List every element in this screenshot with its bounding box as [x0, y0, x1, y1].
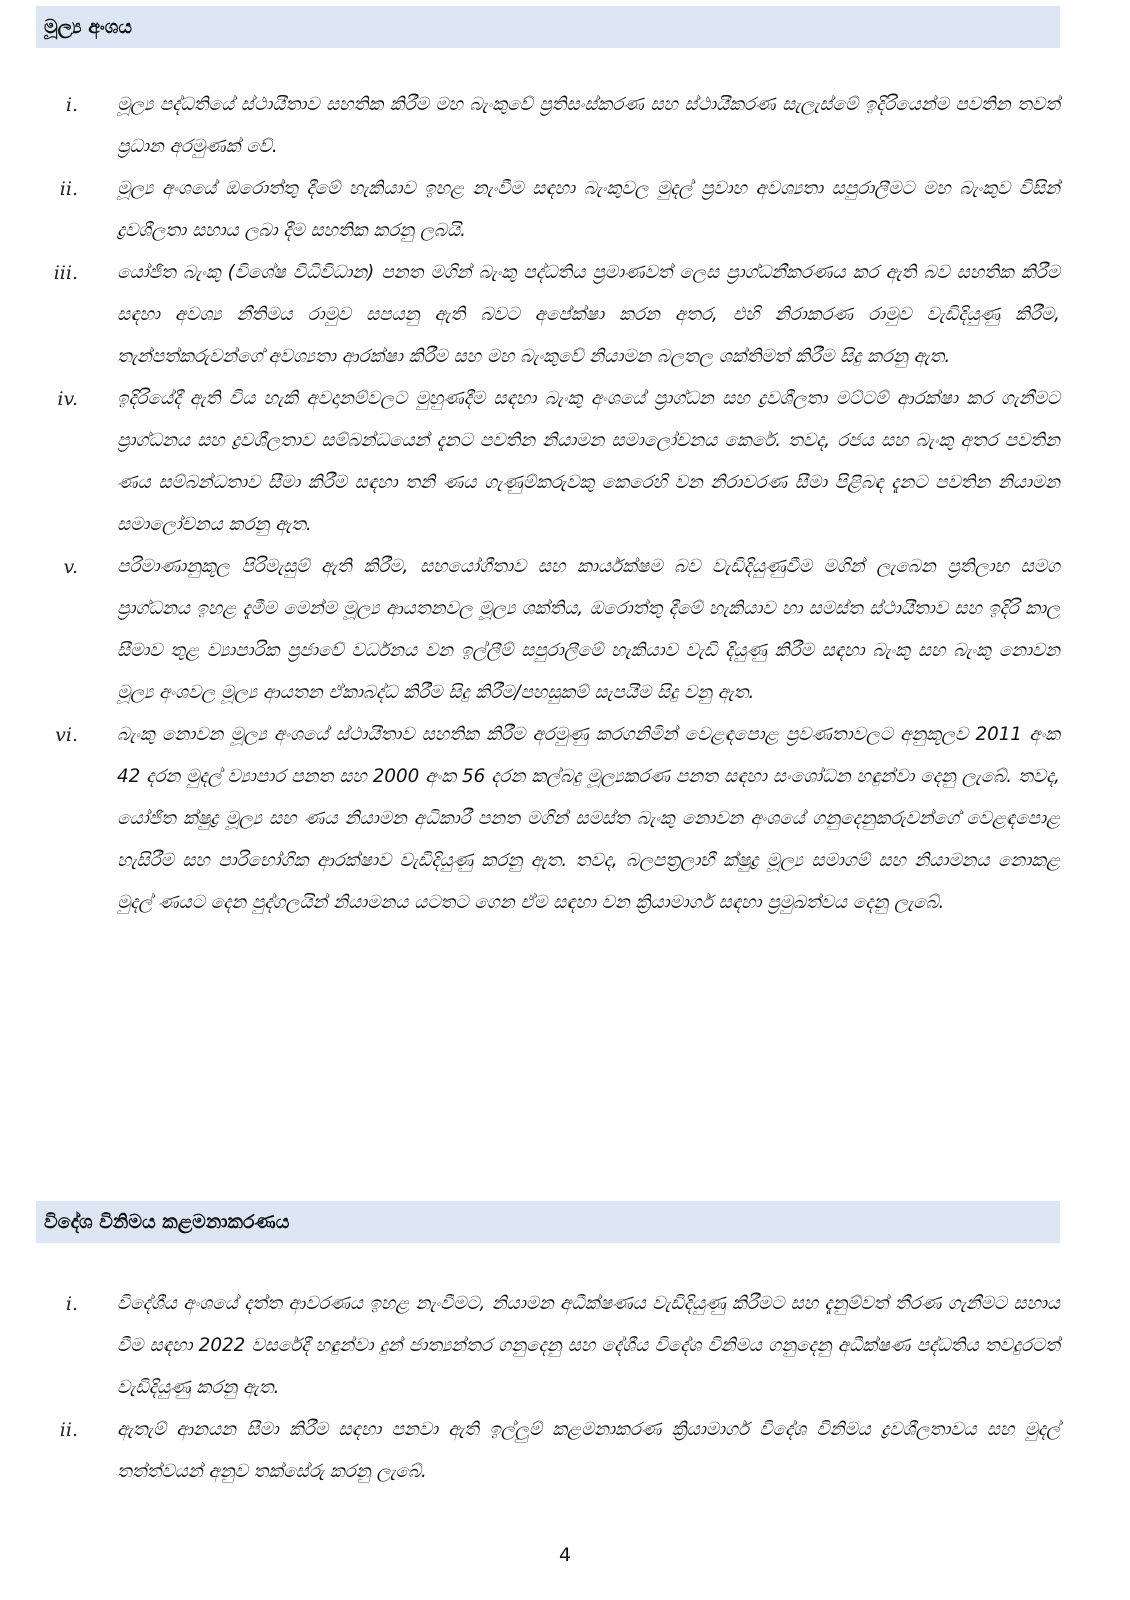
list-item — [0, 252, 1130, 378]
item-number: iv. — [57, 388, 78, 410]
item-number: vi. — [55, 724, 78, 746]
list-item — [0, 714, 1130, 924]
item-number: i. — [65, 94, 78, 116]
page-number: 4 — [558, 1544, 572, 1566]
item-text: බැංකු නොවන මූල්‍ය අංශයේ ස්ථායීතාව සහතික කිරීම අරමුණු කරගනිමින් වෙළඳපොළ ප්‍රවණතාවලට අනුකූලව 2011 අංක 42 දරන මුදල් ව්‍යාපාර පනත සහ 2000 අංක 56 දරන කල්බදු මූල්‍යකරණ පනත සඳහා සංශෝධන හඳුන්වා දෙනු ලැබේ. තවද, යෝජිත ක්ෂුද්‍ර මූල්‍ය සහ ණය නියාමන අධිකාරී පනත මගින් සමස්ත බැංකු නොවන අංශයේ ගනුදෙනුකරුවන්ගේ වෙළඳපොළ හැසිරීම සහ පාරිභෝගික ආරක්ෂාව වැඩිදියුණු කරනු ඇත. තවද, බලපත්‍රලාභී ක්ෂුද්‍ර මූල්‍ය සමාගම් සහ නියාමනය නොකළ මුදල් ණයට දෙන පුද්ගලයින් නියාමනය යටතට ගෙන ඒම සඳහා වන ක්‍රියාමාර්ග සඳහා ප්‍රමුඛත්වය දෙනු ලැබේ. — [117, 724, 1060, 913]
list-item — [0, 1283, 1130, 1409]
list-item — [0, 546, 1130, 714]
item-number: ii. — [59, 1419, 78, 1441]
list-item — [0, 168, 1130, 252]
section-heading-text: විදේශ විනිමය කළමනාකරණය — [44, 1211, 290, 1233]
list-item — [0, 84, 1130, 168]
foreign-exchange-list — [0, 1283, 1130, 1493]
item-text: පරිමාණානුකූල පිරිමැසුම් ඇති කිරීම, සහයෝගීතාව සහ කාර්යක්ෂම බව වැඩිදියුණුවීම මගින් ලැබෙන ප්‍රතිලාභ සමග ප්‍රාග්ධනය ඉහළ දැමීම මෙන්ම මූල්‍ය ආයතනවල මූල්‍ය ශක්තිය, ඔරොත්තු දීමේ හැකියාව හා සමස්ත ස්ථායීතාව සහ ඉදිරි කාල සීමාව තුළ ව්‍යාපාරික ප්‍රජාවේ වර්ධනය වන ඉල්ලීම් සපුරාලීමේ හැකියාව වැඩි දියුණු කිරීම සඳහා බැංකු සහ බැංකු නොවන මූල්‍ය අංශවල මූල්‍ය ආයතන ඒකාබද්ධ කිරීම සිදු කිරීම/පහසුකම් සැපයීම සිදු වනු ඇත. — [117, 556, 1060, 703]
section-heading-text: මූල්‍ය අංශය — [44, 16, 132, 38]
item-number: ii. — [59, 178, 78, 200]
item-text: මූල්‍ය අංශයේ ඔරොත්තු දීමේ හැකියාව ඉහළ නැංවීම සඳහා බැංකුවල මුදල් ප්‍රවාහ අවශ්‍යතා සපුරාලීමට මහ බැංකුව විසින් ද්‍රවශීලතා සහාය ලබා දීම සහතික කරනු ලබයි. — [117, 178, 1060, 241]
section-heading-foreign-exchange — [36, 1201, 1060, 1243]
item-text: මූල්‍ය පද්ධතියේ ස්ථායීතාව සහතික කිරීම මහ බැංකුවේ ප්‍රතිසංස්කරණ සහ ස්ථායීකරණ සැලැස්මේ ඉදිරියෙන්ම පවතින තවත් ප්‍රධාන අරමුණක් වේ. — [117, 94, 1060, 157]
item-text: යෝජිත බැංකු (විශේෂ විධිවිධාන) පනත මගින් බැංකු පද්ධතිය ප්‍රමාණවත් ලෙස ප්‍රාග්ධනීකරණය කර ඇති බව සහතික කිරීම සඳහා අවශ්‍ය නීතිමය රාමුව සපයනු ඇති බවට අපේක්ෂා කරන අතර, එහි නිරාකරණ රාමුව වැඩිදියුණු කිරීම, තැන්පත්කරුවන්ගේ අවශ්‍යතා ආරක්ෂා කිරීම සහ මහ බැංකුවේ නියාමන බලතල ශක්තිමත් කිරීම සිදු කරනු ඇත. — [117, 262, 1060, 367]
item-text: ඇතැම් ආනයන සීමා කිරීම සඳහා පනවා ඇති ඉල්ලුම් කළමනාකරණ ක්‍රියාමාර්ග විදේශ විනිමය ද්‍රවශීලතාවය සහ මුදල් තත්ත්වයන් අනුව තක්සේරු කරනු ලැබේ. — [117, 1419, 1060, 1482]
item-text: විදේශීය අංශයේ දත්ත ආවරණය ඉහළ නැංවීමට, නියාමන අධීක්ෂණය වැඩිදියුණු කිරීමට සහ දැනුම්වත් තීරණ ගැනීමට සහාය වීම සඳහා 2022 වසරේදී හඳුන්වා දුන් ජාත්‍යන්තර ගනුදෙනු සහ දේශීය විදේශ විනිමය ගනුදෙනු අධීක්ෂණ පද්ධතිය තවදුරටත් වැඩිදියුණු කරනු ඇත. — [117, 1293, 1060, 1398]
item-number: v. — [63, 556, 78, 578]
item-number: i. — [65, 1293, 78, 1315]
list-item — [0, 1409, 1130, 1493]
financial-sector-list — [0, 84, 1130, 924]
item-text: ඉදිරියේදී ඇති විය හැකි අවදානම්වලට මුහුණදීම සඳහා බැංකු අංශයේ ප්‍රාග්ධන සහ ද්‍රවශීලතා මට්ටම් ආරක්ෂා කර ගැනීමට ප්‍රාග්ධනය සහ ද්‍රවශීලතාව සම්බන්ධයෙන් දැනට පවතින නියාමන සමාලෝචනය කෙරේ. තවද, රජය සහ බැංකු අතර පවතින ණය සම්බන්ධතාව සීමා කිරීම සඳහා තනි ණය ගැණුම්කරුවකු කෙරෙහි වන නිරාවරණ සීමා පිළිබඳ දැනට පවතින නියාමන සමාලෝචනය කරනු ඇත. — [117, 388, 1060, 535]
item-number: iii. — [53, 262, 78, 284]
list-item — [0, 378, 1130, 546]
section-heading-financial-sector — [36, 6, 1060, 48]
